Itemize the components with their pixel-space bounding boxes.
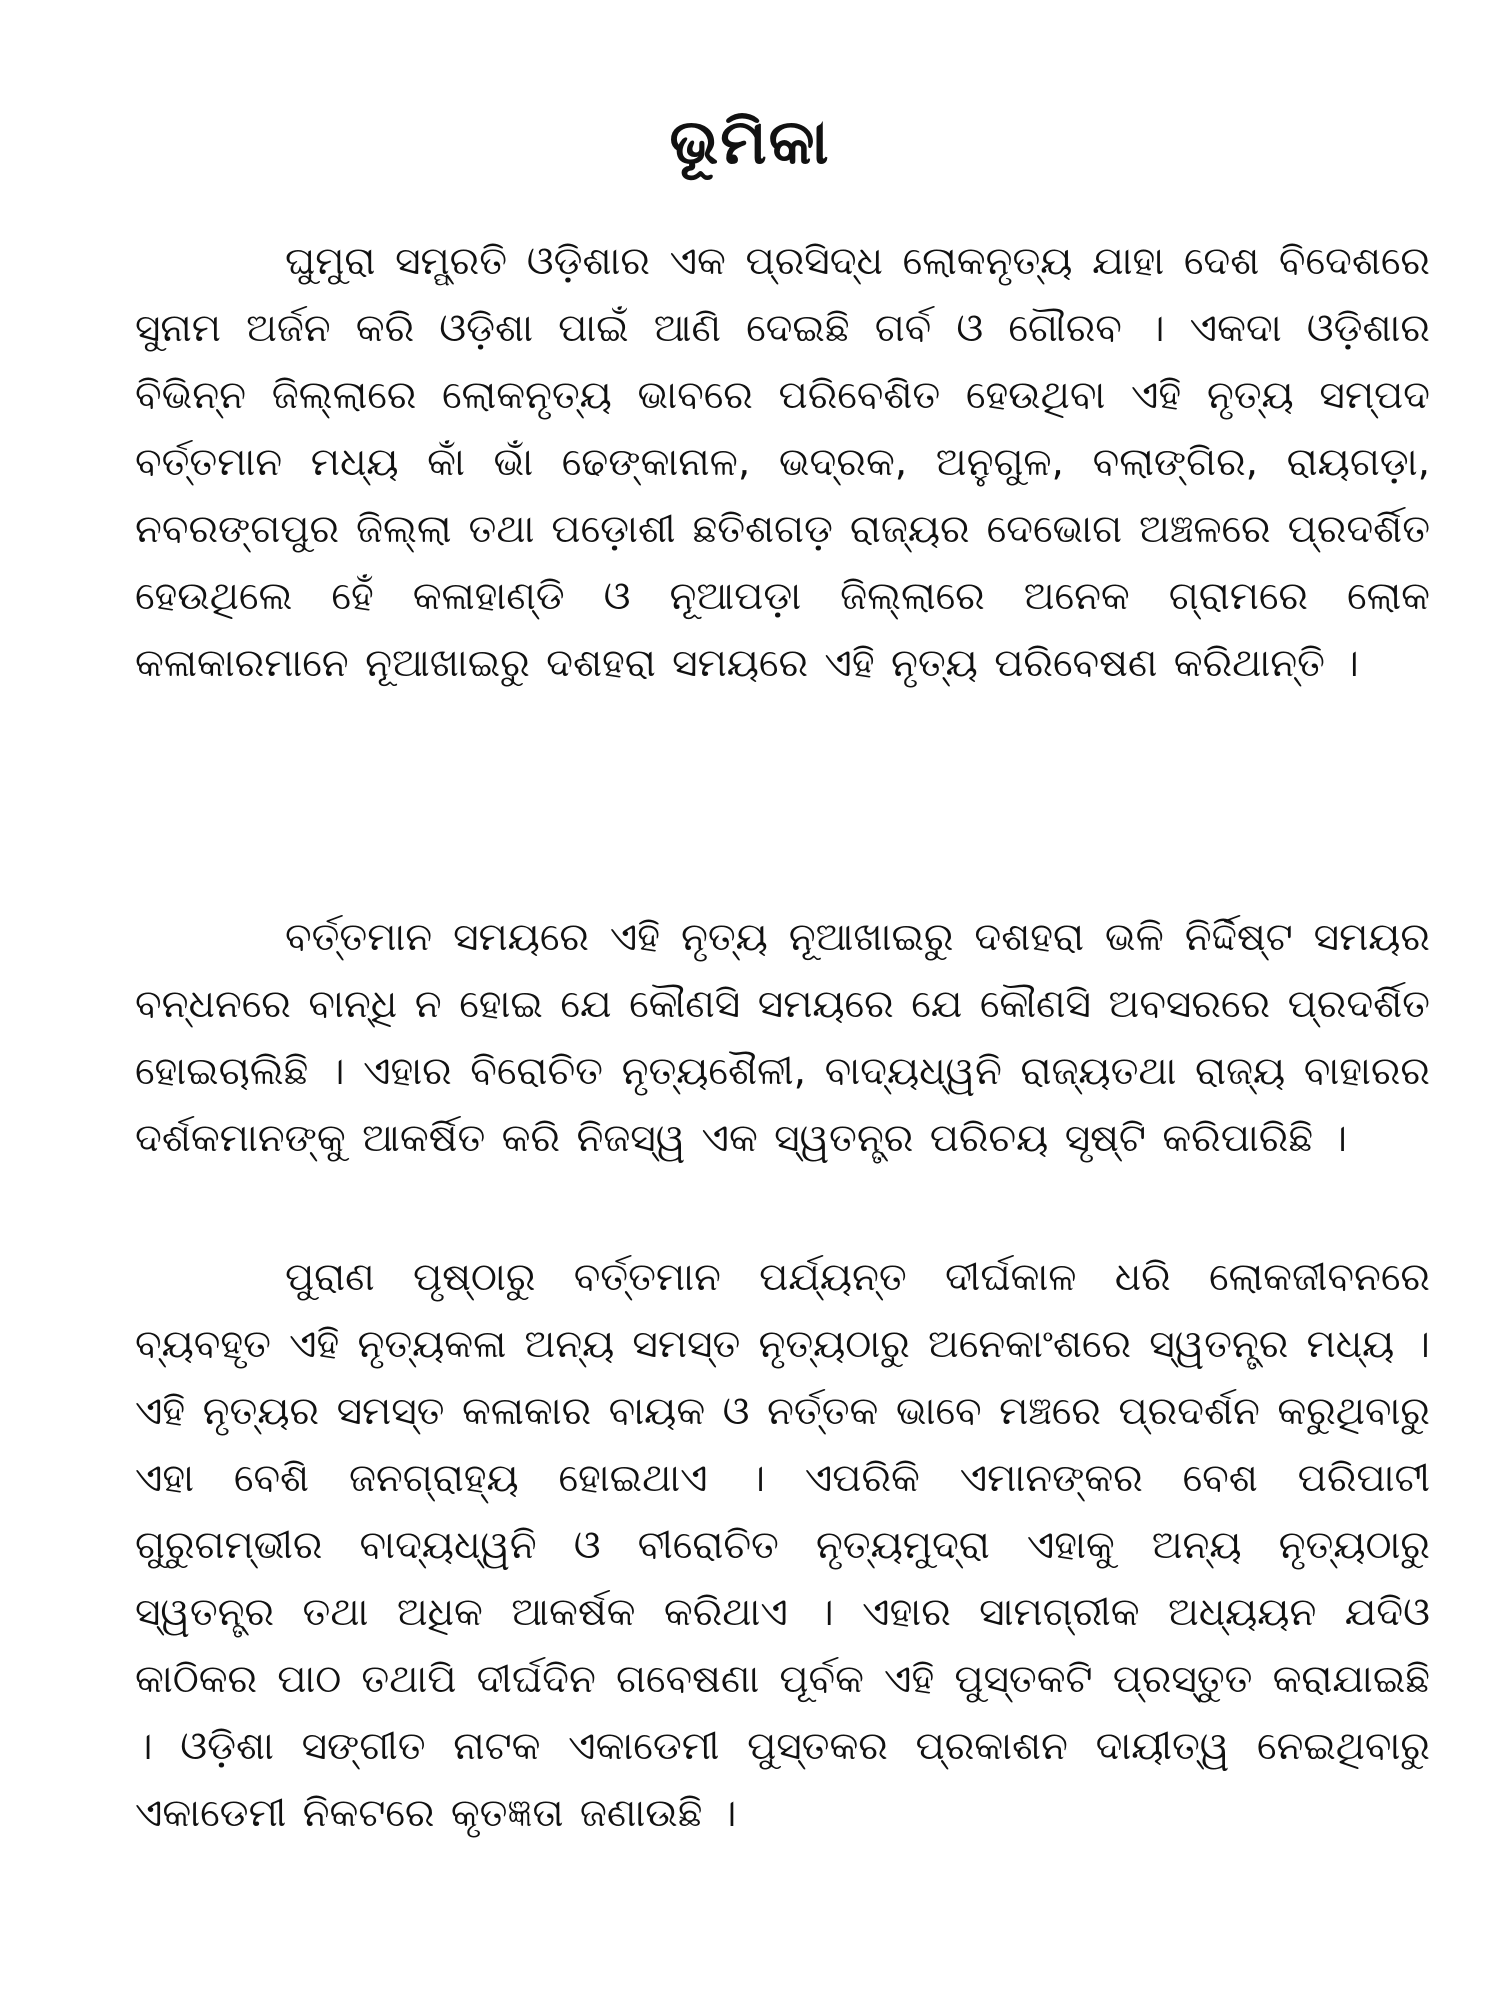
page-title: ଭୂମିକା (669, 105, 831, 178)
paragraph-1: ଘୁମୁରା ସମ୍ପ୍ରତି ଓଡ଼ିଶାର ଏକ ପ୍ରସିଦ୍ଧ ଲୋକନୃତ୍ୟ ଯାହା ଦେଶ ବିଦେଶରେ ସୁନାମ ଅର୍ଜନ କରି ଓଡ଼ିଶା ପାଇଁ ଆଣି ଦେଇଛି ଗର୍ବ ଓ ଗୌରବ । ଏକଦା ଓଡ଼ିଶାର ବିଭିନ୍ନ ଜିଲ୍ଲାରେ ଲୋକନୃତ୍ୟ ଭାବରେ ପରିବେଶିତ ହେଉଥିବା ଏହି ନୃତ୍ୟ ସମ୍ପଦ ବର୍ତ୍ତମାନ ମଧ୍ୟ କାଁ ଭାଁ ଢେଙ୍କାନାଳ, ଭଦ୍ରକ, ଅନୁଗୁଳ, ବଲାଙ୍ଗିର, ରାୟଗଡ଼ା, ନବରଙ୍ଗପୁର ଜିଲ୍ଲା ତଥା ପଡ଼ୋଶୀ ଛତିଶଗଡ଼ ରାଜ୍ୟର ଦେଭୋଗ ଅଞ୍ଚଳରେ ପ୍ରଦର୍ଶିତ ହେଉଥିଲେ ହେଁ କଳାହାଣ୍ଡି ଓ ନୂଆପଡ଼ା ଜିଲ୍ଲାରେ ଅନେକ ଗ୍ରାମରେ ଲୋକ କଳାକାରମାନେ ନୂଆଖାଇରୁ ଦଶହରା ସମୟରେ ଏହି ନୃତ୍ୟ ପରିବେଷଣ କରିଥାନ୍ତି । (135, 239, 1430, 686)
paragraph-2: ବର୍ତ୍ତମାନ ସମୟରେ ଏହି ନୃତ୍ୟ ନୂଆଖାଇରୁ ଦଶହରା ଭଳି ନିର୍ଦ୍ଦିଷ୍ଟ ସମୟର ବନ୍ଧନରେ ବାନ୍ଧି ନ ହୋଇ ଯେ କୌଣସି ସମୟରେ ଯେ କୌଣସି ଅବସରରେ ପ୍ରଦର୍ଶିତ ହୋଇଚାଲିଛି । ଏହାର ବିରୋଚିତ ନୃତ୍ୟଶୈଳୀ, ବାଦ୍ୟଧ୍ୱନି ରାଜ୍ୟତଥା ରାଜ୍ୟ ବାହାରର ଦର୍ଶକମାନଙ୍କୁ ଆକର୍ଷିତ କରି ନିଜସ୍ୱ ଏକ ସ୍ୱତନ୍ତ୍ର ପରିଚୟ ସୃଷ୍ଟି କରିପାରିଛି । (135, 915, 1430, 1161)
paragraph-3: ପୁରାଣ ପୃଷ୍ଠାରୁ ବର୍ତ୍ତମାନ ପର୍ଯ୍ୟନ୍ତ ଦୀର୍ଘକାଳ ଧରି ଲୋକଜୀବନରେ ବ୍ୟବହୃତ ଏହି ନୃତ୍ୟକଳା ଅନ୍ୟ ସମସ୍ତ ନୃତ୍ୟଠାରୁ ଅନେକାଂଶରେ ସ୍ୱତନ୍ତ୍ର ମଧ୍ୟ । ଏହି ନୃତ୍ୟର ସମସ୍ତ କଳାକାର ବାୟକ ଓ ନର୍ତ୍ତକ ଭାବେ ମଞ୍ଚରେ ପ୍ରଦର୍ଶନ କରୁଥିବାରୁ ଏହା ବେଶି ଜନଗ୍ରାହ୍ୟ ହୋଇଥାଏ । ଏପରିକି ଏମାନଙ୍କର ବେଶ ପରିପାଟୀ ଗୁରୁଗମ୍ଭୀର ବାଦ୍ୟଧ୍ୱନି ଓ ବୀରୋଚିତ ନୃତ୍ୟମୁଦ୍ରା ଏହାକୁ ଅନ୍ୟ ନୃତ୍ୟଠାରୁ ସ୍ୱତନ୍ତ୍ର ତଥା ଅଧିକ ଆକର୍ଷକ କରିଥାଏ । ଏହାର ସାମଗ୍ରୀକ ଅଧ୍ୟୟନ ଯଦିଓ କାଠିକର ପାଠ ତଥାପି ଦୀର୍ଘଦିନ ଗବେଷଣା ପୂର୍ବକ ଏହି ପୁସ୍ତକଟି ପ୍ରସ୍ତୁତ କରାଯାଇଛି । ଓଡ଼ିଶା ସଙ୍ଗୀତ ନାଟକ ଏକାଡେମୀ ପୁସ୍ତକର ପ୍ରକାଶନ ଦାୟୀତ୍ୱ ନେଇଥିବାରୁ ଏକାଡେମୀ ନିକଟରେ କୃତଜ୍ଞତା ଜଣାଉଛି । (135, 1255, 1430, 1836)
